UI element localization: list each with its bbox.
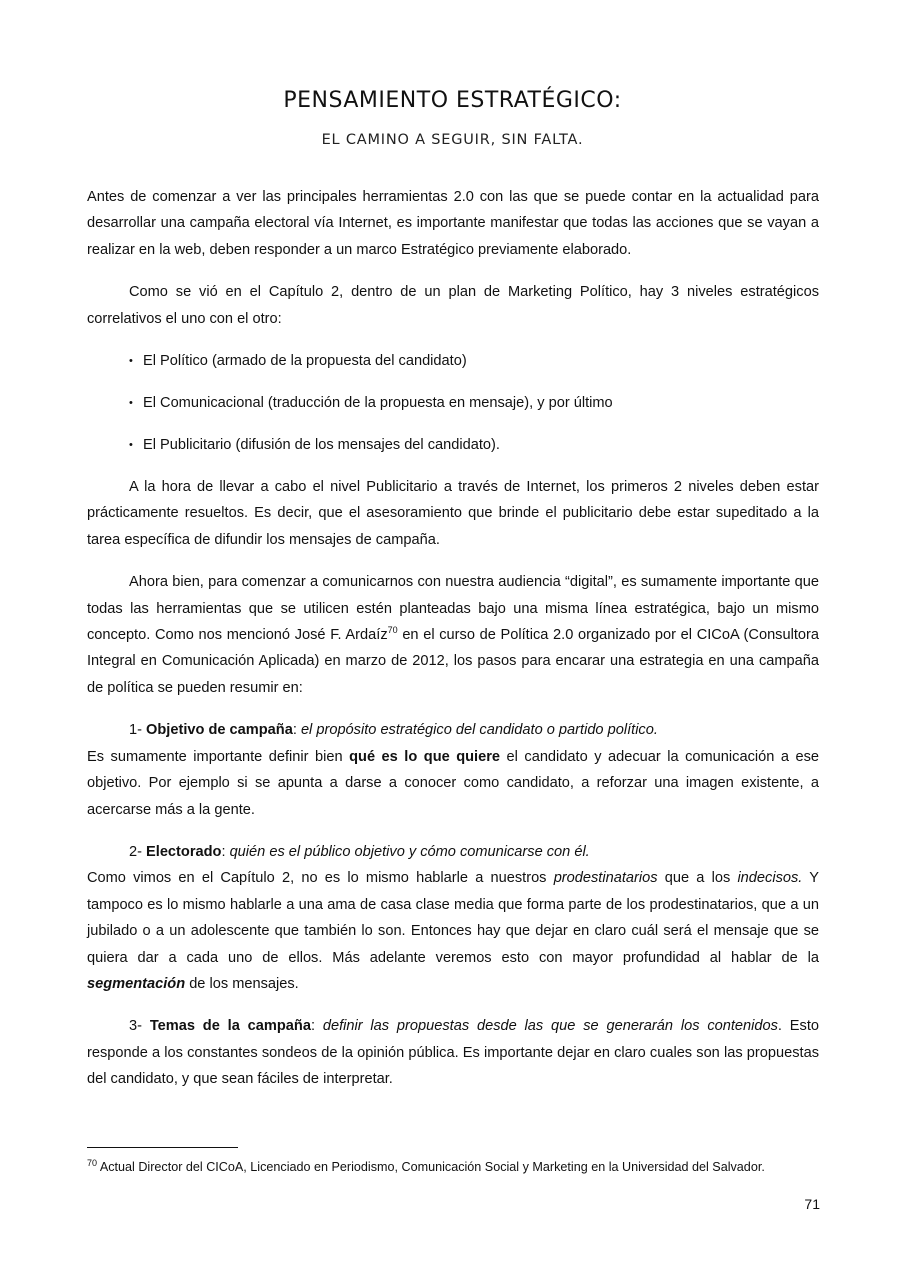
separator: :: [292, 722, 301, 739]
step-2-heading: [87, 839, 819, 865]
paragraph-text: en el curso de Política 2.0 organizado por el CICoA (Consultora Integral en Comunicación Aplicada) en marzo de 2012, los pasos para encarar una estrategia en una campaña de política se pueden resumir en:: [87, 627, 819, 696]
step-number: 1-: [129, 722, 147, 739]
list-item: • El Publicitario (difusión de los mensajes del candidato).: [87, 432, 819, 458]
emphasis: qué es lo que quiere: [349, 748, 501, 765]
paragraph-intro: Antes de comenzar a ver las principales herramientas 2.0 con las que se puede contar en la actualidad para desarrollar una campaña electoral vía Internet, es importante manifestar que todas las acciones que se vayan a realizar en la web, deben responder a un marco Estratégico previamente elaborado.: [87, 189, 819, 258]
footnote-ref: 70: [387, 625, 398, 636]
separator: :: [310, 1018, 323, 1035]
step-description: quién es el público objetivo y cómo comunicarse con él.: [229, 843, 590, 860]
text: el candidato y adecuar la comunicación a ese objetivo. Por ejemplo si se apunta a darse a conocer como candidato, a reforzar una imagen existente, a acercarse más a la gente.: [87, 748, 820, 818]
step-description: definir las propuestas desde las que se generarán los contenidos: [322, 1018, 778, 1035]
paragraph-publicitario: A la hora de llevar a cabo el nivel Publicitario a través de Internet, los primeros 2 niveles deben estar prácticamente resueltos. Es decir, que el asesoramiento que brinde el publicitario debe estar supeditado a la tarea específica de difundir los mensajes de campaña.: [87, 479, 819, 548]
emphasis: prodestinatarios: [553, 870, 658, 887]
step-number: 3-: [129, 1018, 150, 1035]
separator: :: [221, 843, 230, 860]
step-2-text: [87, 865, 819, 997]
list-item: • El Político (armado de la propuesta del candidato): [87, 348, 819, 374]
step-description: el propósito estratégico del candidato o partido político.: [300, 722, 658, 739]
footnote: [87, 1158, 787, 1176]
page-title: PENSAMIENTO ESTRATÉGICO:: [283, 88, 622, 113]
levels-list: [87, 348, 819, 458]
emphasis: segmentación: [87, 975, 186, 992]
text: Como vimos en el Capítulo 2, no es lo mismo hablarle a nuestros: [87, 870, 554, 887]
step-label: Objetivo de campaña: [146, 722, 293, 739]
list-item: • El Comunicacional (traducción de la propuesta en mensaje), y por último: [87, 390, 819, 416]
step-1-text: [87, 744, 819, 823]
text: . Esto responde a los constantes sondeos de la opinión pública. Es importante dejar en claro cuales son las propuestas del candidato, y que sean fáciles de interpretar.: [87, 1018, 820, 1088]
paragraph-audiencia: [87, 569, 819, 701]
paragraph-levels: Como se vió en el Capítulo 2, dentro de un plan de Marketing Político, hay 3 niveles estratégicos correlativos el uno con el otro:: [87, 284, 819, 327]
step-1-heading: [87, 717, 819, 743]
text: Y tampoco es lo mismo hablarle a una ama de casa clase media que forma parte de los prodestinatarios, que a un jubilado o a un adolescente que también lo son. Entonces hay que dejar en claro cuál será el mensaje que se quiera dar a cada uno de ellos. Más adelante veremos esto con mayor profundidad al hablar de la: [87, 870, 820, 966]
emphasis: indecisos.: [737, 870, 803, 887]
footnote-text: Actual Director del CICoA, Licenciado en Periodismo, Comunicación Social y Marketing en la Universidad del Salvador.: [97, 1160, 765, 1174]
text: Es sumamente importante definir bien: [87, 748, 350, 765]
footnote-number: 70: [87, 1157, 98, 1168]
step-label: Temas de la campaña: [149, 1018, 311, 1035]
body-text: [87, 184, 819, 1093]
paragraph-text: Ahora bien, para comenzar a comunicarnos con nuestra audiencia “digital”, es sumamente importante que todas las herramientas que se utilicen estén planteadas bajo una misma línea estratégica, bajo un mismo concepto. Como nos mencionó José F. Ardaíz: [87, 574, 819, 644]
step-3-paragraph: [87, 1013, 819, 1092]
step-label: Electorado: [146, 843, 222, 860]
step-number: 2-: [129, 843, 147, 860]
page-subtitle: EL CAMINO A SEGUIR, SIN FALTA.: [321, 132, 584, 148]
text: que a los: [657, 870, 738, 887]
page-number: 71: [804, 1196, 820, 1212]
text: de los mensajes.: [185, 975, 299, 992]
footnote-divider: [87, 1147, 238, 1148]
